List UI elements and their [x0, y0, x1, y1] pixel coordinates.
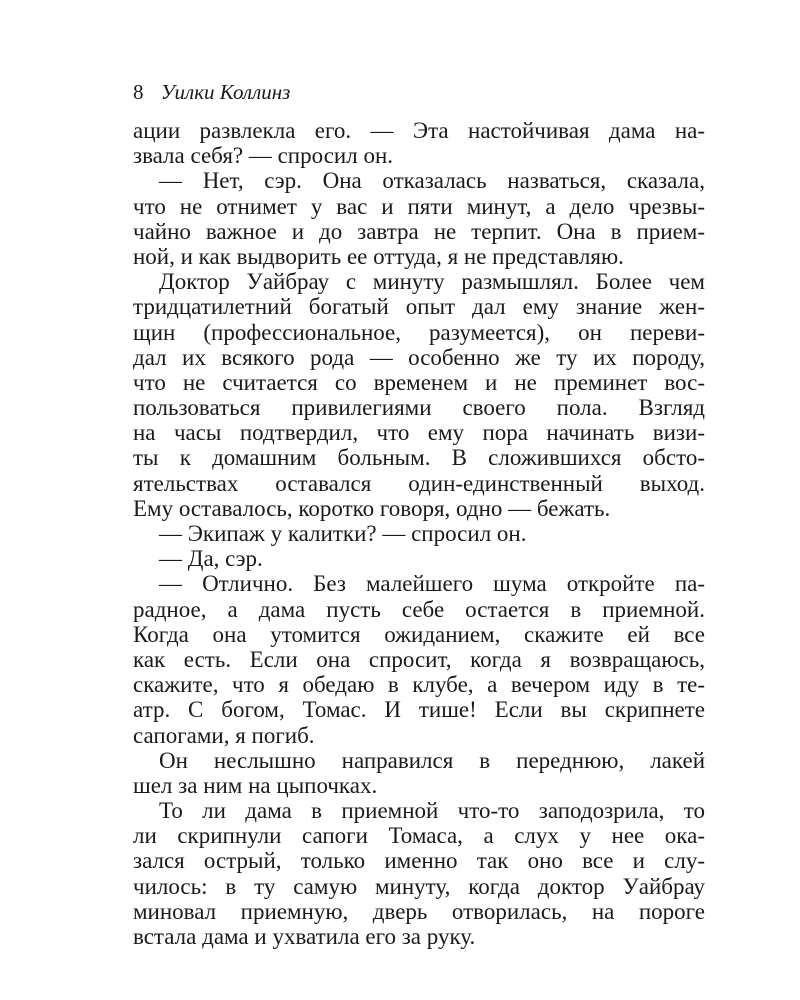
text-line: сапогами, я погиб.	[133, 722, 315, 748]
text-line: — Да, сэр.	[159, 546, 263, 572]
text-line: радное, а дама пусть себе остается в приемной.	[133, 596, 705, 622]
text-line: атр. С богом, Томас. И тише! Если вы скрипнете	[133, 697, 705, 723]
text-line: что не считается со временем и не преминет вос-	[133, 369, 705, 395]
text-line: чилось: в ту самую минуту, когда доктор Уайбрау	[133, 873, 705, 899]
page-number: 8	[133, 80, 144, 104]
text-line: Когда она утомится ожиданием, скажите ей все	[133, 621, 705, 647]
text-line: Доктор Уайбрау с минуту размышлял. Более чем	[159, 269, 705, 295]
text-line: — Нет, сэр. Она отказалась назваться, сказала,	[159, 168, 705, 194]
text-line: встала дама и ухватила его за руку.	[133, 924, 476, 949]
body-text	[133, 118, 705, 949]
text-line: шел за ним на цыпочках.	[133, 772, 378, 798]
running-title: Уилки Коллинз	[160, 80, 291, 104]
text-line: на часы подтвердил, что ему пора начинать визи-	[133, 420, 705, 446]
text-line: — Экипаж у калитки? — спросил он.	[159, 521, 527, 546]
text-line: звала себя? — спросил он.	[133, 143, 393, 169]
text-line: скажите, что я обедаю в клубе, а вечером иду в те-	[133, 672, 705, 698]
text-line: Ему оставалось, коротко говоря, одно — бежать.	[133, 495, 611, 521]
text-line: ятельствах оставался один-единственный выход.	[133, 470, 705, 496]
text-line: ли скрипнули сапоги Томаса, а слух у нее ока-	[133, 823, 705, 849]
text-line: как есть. Если она спросит, когда я возвращаюсь,	[133, 646, 705, 672]
text-line: ной, и как выдворить ее оттуда, я не представляю.	[133, 243, 624, 269]
text-line: — Отлично. Без малейшего шума откройте па-	[159, 571, 705, 597]
text-line: что не отнимет у вас и пяти минут, а дело чрезвы-	[133, 193, 705, 219]
text-line: чайно важное и до завтра не терпит. Она в прием-	[133, 218, 705, 244]
text-line: зался острый, только именно так оно все и слу-	[133, 848, 705, 874]
text-line: То ли дама в приемной что-то заподозрила, то	[159, 798, 705, 824]
text-line: миновал приемную, дверь отворилась, на пороге	[133, 898, 705, 924]
text-line: пользоваться привилегиями своего пола. Взгляд	[133, 395, 705, 421]
text-line: Он неслышно направился в переднюю, лакей	[159, 747, 705, 773]
text-line: ации развлекла его. — Эта настойчивая дама на-	[133, 118, 705, 143]
text-line: ты к домашним больным. В сложившихся обсто-	[133, 445, 705, 471]
text-line: щин (профессиональное, разумеется), он переви-	[133, 319, 705, 345]
running-head	[133, 80, 290, 104]
text-line: дал их всякого рода — особенно же ту их породу,	[133, 344, 705, 370]
text-line: тридцатилетний богатый опыт дал ему знание жен-	[133, 294, 705, 320]
